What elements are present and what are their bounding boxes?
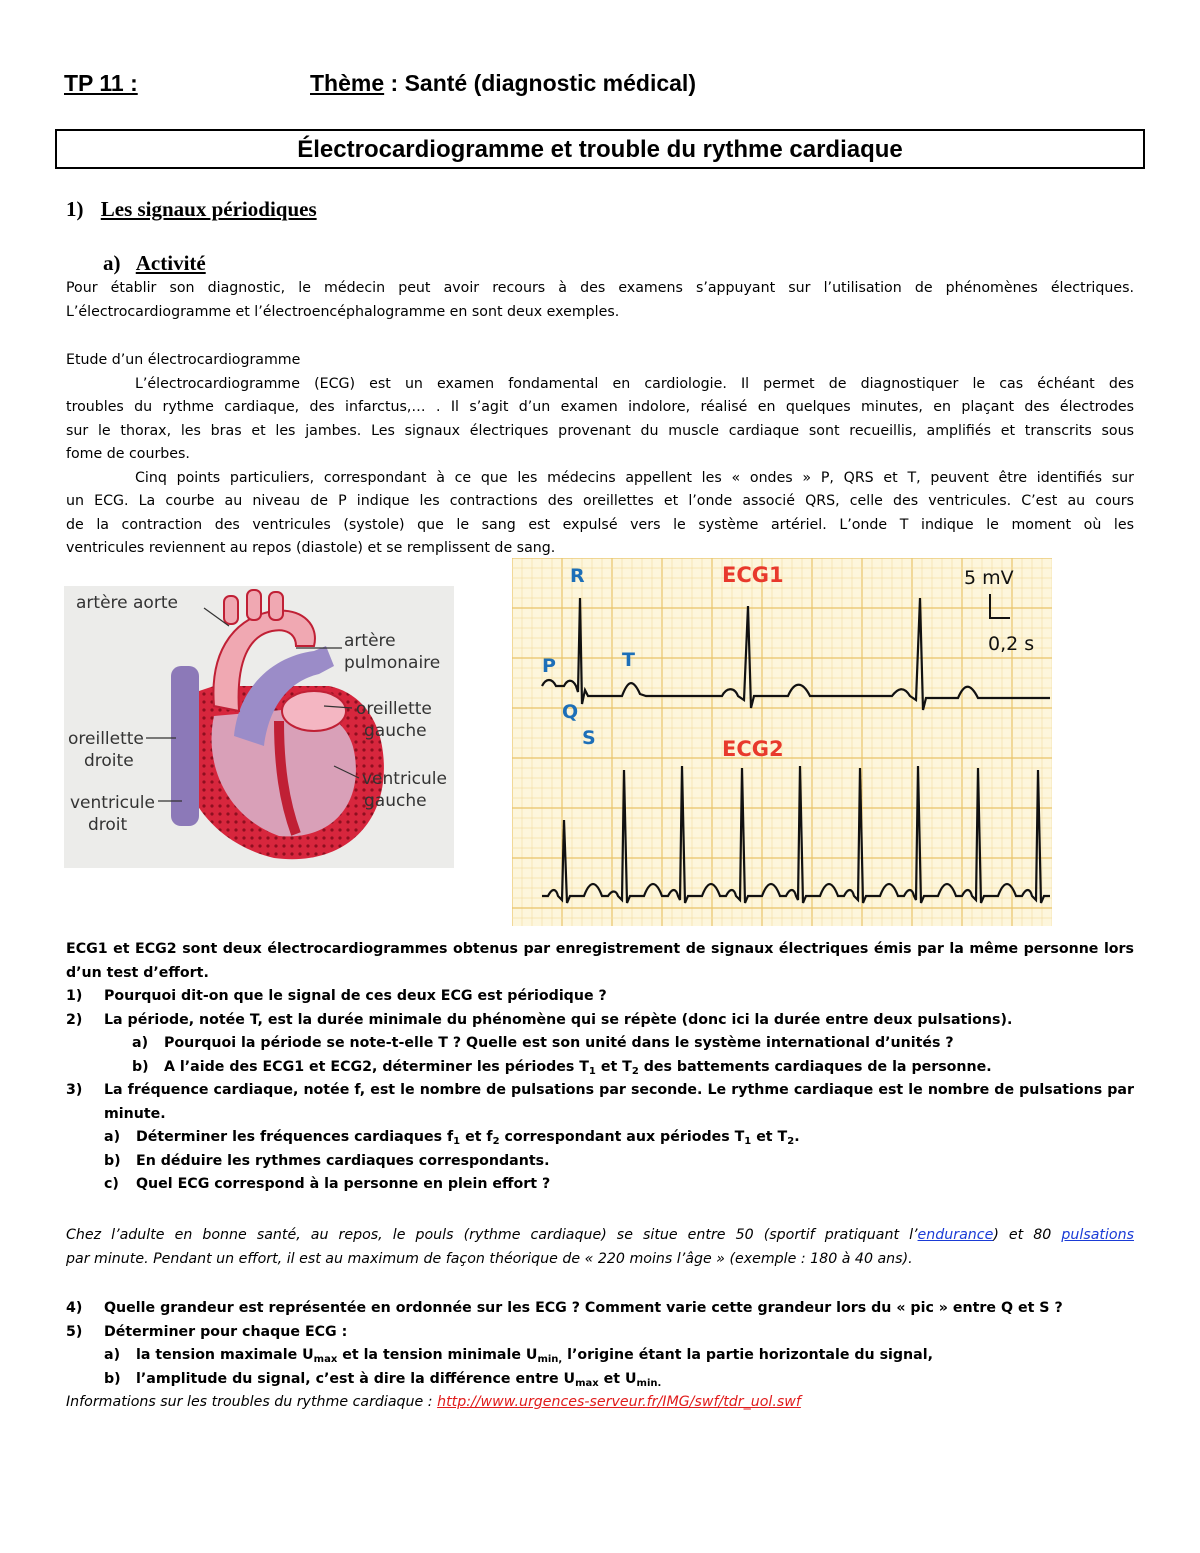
question-number: b): [104, 1152, 121, 1169]
subscript: 2: [787, 1136, 795, 1147]
subscript: max: [313, 1354, 338, 1365]
question-text: des battements cardiaques de la personne.: [638, 1058, 992, 1075]
study-line: troubles du rythme cardiaque, des infarctus,… . Il s’agit d’un examen indolore, réalisé en quelques minutes, en plaçant des électrodes: [66, 399, 1134, 415]
theme-line: [310, 70, 696, 97]
study-line: Cinq points particuliers, correspondant à ce que les médecins appellent les « ondes » P, QRS et T, peuvent être identifiés sur: [135, 469, 1134, 486]
label-oreillette-gauche-1: oreillette: [356, 699, 432, 719]
label-artere-aorte: artère aorte: [76, 593, 178, 613]
subsection-number: a): [103, 251, 121, 275]
subscript: min,: [537, 1354, 563, 1365]
question-number: 4): [66, 1300, 83, 1316]
question-text: Pourquoi dit-on que le signal de ces deux ECG est périodique ?: [104, 988, 607, 1004]
question-text: Pourquoi la période se note-t-elle T ? Quelle est son unité dans le système international d’unités ?: [164, 1035, 954, 1051]
subscript: max: [575, 1377, 599, 1389]
info-text: Informations sur les troubles du rythme cardiaque :: [66, 1394, 438, 1410]
question-text: et la tension minimale U: [337, 1347, 538, 1363]
vena-cava: [171, 666, 199, 826]
ecg-figure: [512, 558, 1052, 926]
question-1: [66, 985, 1134, 1009]
subscript: 1: [453, 1136, 461, 1147]
question-text: correspondant aux périodes T: [499, 1129, 745, 1145]
question-text: La fréquence cardiaque, notée f, est le nombre de pulsations par seconde. Le rythme cardiaque est le nombre de pulsations par: [104, 1082, 1134, 1098]
section-label: Les signaux périodiques: [100, 197, 317, 221]
note-line: par minute. Pendant un effort, il est au maximum de façon théorique de « 220 moins l’âge » (exemple : 180 à 40 ans).: [66, 1250, 913, 1267]
questions-block: [66, 938, 1134, 1197]
question-3-cont: minute.: [104, 1105, 166, 1122]
question-number: 2): [66, 1011, 83, 1028]
question-number: 3): [66, 1082, 83, 1098]
scale-voltage: 5 mV: [964, 567, 1014, 589]
label-ventricule-droit-2: droit: [88, 815, 128, 835]
question-text: .: [794, 1129, 800, 1145]
question-4: [66, 1297, 1134, 1321]
question-text: et T: [595, 1058, 632, 1075]
question-number: a): [104, 1347, 121, 1363]
question-text: l’origine étant la partie horizontale du signal,: [562, 1347, 933, 1363]
question-text: Quel ECG correspond à la personne en plein effort ?: [136, 1176, 551, 1192]
label-ventricule-gauche-2: gauche: [364, 791, 427, 811]
pulsations-link[interactable]: pulsations: [1061, 1227, 1134, 1243]
subscript: min.: [636, 1377, 662, 1389]
study-line: un ECG. La courbe au niveau de P indique les contractions des oreillettes et l’onde associé QRS, celle des ventricules. C’est au cours: [66, 493, 1134, 509]
ecg1-label: ECG1: [722, 563, 784, 587]
label-oreillette-gauche-2: gauche: [364, 721, 427, 741]
question-3a: [66, 1126, 1134, 1150]
endurance-link[interactable]: endurance: [917, 1227, 994, 1243]
question-3b: [66, 1150, 1134, 1174]
ecg2-label: ECG2: [722, 737, 784, 761]
section-number: 1): [66, 197, 84, 221]
section-heading: [66, 197, 317, 222]
question-text: Quelle grandeur est représentée en ordonnée sur les ECG ? Comment varie cette grandeur lors du « pic » entre Q et S ?: [104, 1300, 1063, 1316]
question-number: a): [132, 1035, 149, 1051]
question-number: b): [104, 1370, 121, 1387]
label-oreillette-droite-2: droite: [84, 751, 134, 771]
question-number: 1): [66, 988, 83, 1004]
aorta-branch: [224, 596, 238, 624]
question-text: la tension maximale U: [136, 1347, 314, 1363]
intro-paragraph: [66, 277, 1134, 324]
wave-p-label: P: [542, 655, 556, 677]
question-text: et U: [598, 1370, 637, 1387]
intro-line: L’électrocardiogramme et l’électroencéphalogramme en sont deux exemples.: [66, 303, 620, 320]
wave-q-label: Q: [562, 701, 579, 723]
study-section: [66, 349, 1134, 561]
label-oreillette-droite-1: oreillette: [68, 729, 144, 749]
study-line: sur le thorax, les bras et les jambes. Les signaux électriques provenant du muscle cardiaque sont recueillis, amplifiés et transcrits sous: [66, 422, 1134, 439]
subsection-label: Activité: [135, 251, 206, 275]
aorta-branch: [269, 592, 283, 620]
question-2: [66, 1009, 1134, 1033]
question-number: c): [104, 1176, 119, 1192]
question-number: a): [104, 1129, 121, 1145]
intro-line: Pour établir son diagnostic, le médecin peut avoir recours à des examens s’appuyant sur l’utilisation de phénomènes électriques.: [66, 280, 1134, 296]
question-5b: [66, 1368, 1134, 1392]
question-3c: [66, 1173, 1134, 1197]
left-atrium: [282, 691, 346, 731]
question-text: l’amplitude du signal, c’est à dire la différence entre U: [136, 1370, 576, 1387]
question-2a: [66, 1032, 1134, 1056]
question-text: La période, notée T, est la durée minimale du phénomène qui se répète (donc ici la durée entre deux pulsations).: [104, 1011, 1013, 1028]
note-text: Chez l’adulte en bonne santé, au repos, le pouls (rythme cardiaque) se situe entre 50 (sportif pratiquant l’: [66, 1227, 918, 1243]
question-5: [66, 1321, 1134, 1345]
question-number: 5): [66, 1323, 83, 1340]
study-line: L’électrocardiogramme (ECG) est un examen fondamental en cardiologie. Il permet de diagnostiquer le cas échéant des: [135, 375, 1134, 392]
question-text: Déterminer les fréquences cardiaques f: [136, 1129, 454, 1145]
label-ventricule-droit-1: ventricule: [70, 793, 155, 813]
info-line: [66, 1391, 1134, 1415]
study-line: ventricules reviennent au repos (diastole) et se remplissent de sang.: [66, 540, 556, 556]
questions-intro-line: ECG1 et ECG2 sont deux électrocardiogrammes obtenus par enregistrement de signaux électriques émis par la même personne lors: [66, 941, 1134, 957]
question-2b: [66, 1056, 1134, 1080]
question-text: et f: [460, 1129, 493, 1145]
info-link[interactable]: http://www.urgences-serveur.fr/IMG/swf/tdr_uol.swf: [437, 1394, 801, 1410]
subscript: 1: [744, 1136, 752, 1147]
theme-value: : Santé (diagnostic médical): [384, 70, 696, 96]
study-line: fome de courbes.: [66, 446, 190, 462]
label-artere-pulmonaire-2: pulmonaire: [344, 653, 441, 673]
questions-block-2: [66, 1297, 1134, 1415]
question-text: et T: [751, 1129, 788, 1145]
label-artere-pulmonaire-1: artère: [344, 631, 396, 651]
note-line: [66, 1224, 1134, 1248]
subsection-heading: [103, 251, 206, 276]
note-text: ) et 80: [993, 1227, 1062, 1243]
study-line: de la contraction des ventricules (systole) que le sang est expulsé vers le système artériel. L’onde T indique le moment où les: [66, 516, 1134, 533]
question-text: En déduire les rythmes cardiaques correspondants.: [136, 1152, 550, 1169]
wave-r-label: R: [570, 565, 585, 587]
question-text: A l’aide des ECG1 et ECG2, déterminer les périodes T: [164, 1058, 589, 1075]
subscript: 2: [631, 1065, 639, 1077]
tp-label: TP 11 :: [64, 70, 138, 96]
scale-time: 0,2 s: [988, 633, 1035, 655]
wave-t-label: T: [622, 649, 635, 671]
aorta-branch: [247, 590, 261, 620]
study-heading: Etude d’un électrocardiogramme: [66, 352, 301, 368]
question-text: Déterminer pour chaque ECG :: [104, 1323, 348, 1340]
question-number: b): [132, 1058, 149, 1075]
subscript: 1: [588, 1065, 596, 1077]
subscript: 2: [492, 1136, 500, 1147]
questions-intro-line: d’un test d’effort.: [66, 964, 209, 981]
label-ventricule-gauche-1: ventricule: [362, 769, 447, 789]
note-block: [66, 1224, 1134, 1271]
question-3: [66, 1079, 1134, 1103]
wave-s-label: S: [582, 727, 596, 749]
theme-label: Thème: [310, 70, 385, 96]
page-title: Électrocardiogramme et trouble du rythme cardiaque: [55, 129, 1145, 169]
heart-diagram: [64, 586, 454, 868]
question-5a: [66, 1344, 1134, 1368]
